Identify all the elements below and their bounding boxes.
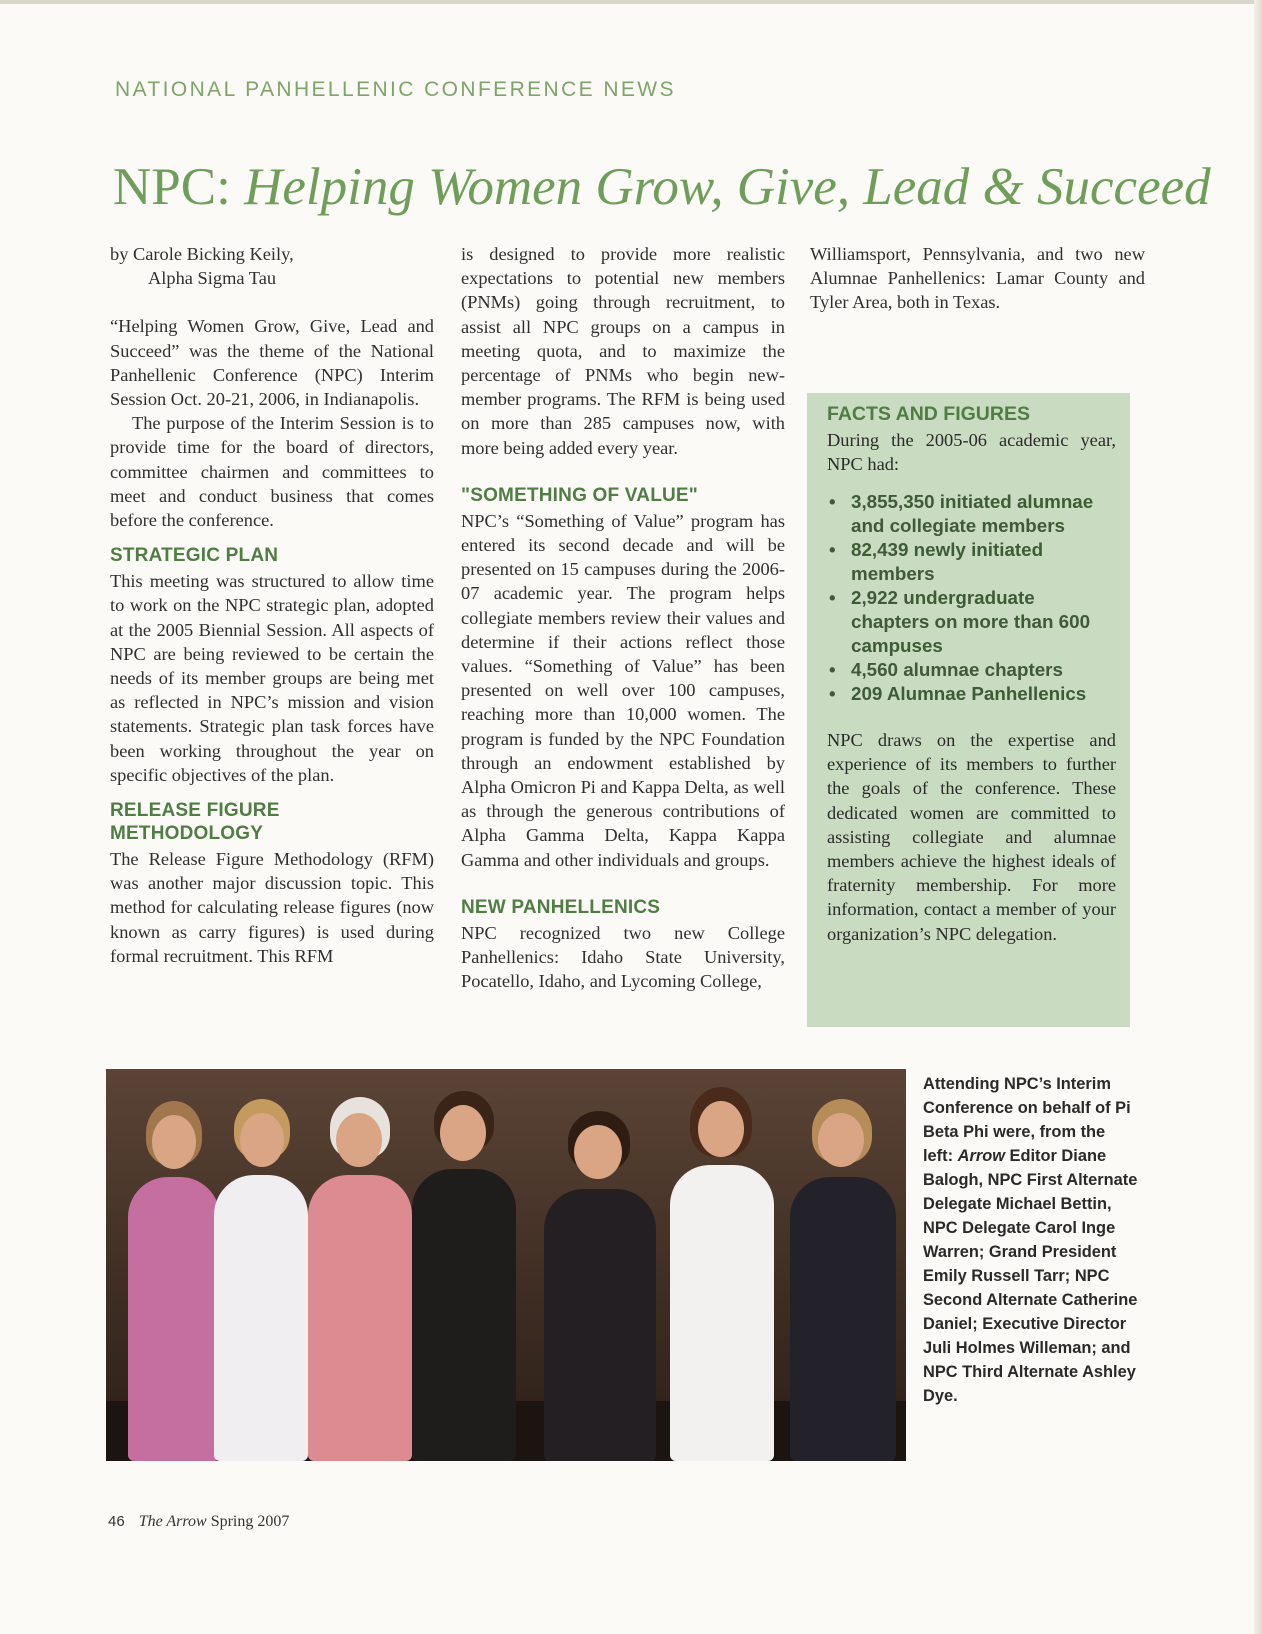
top-rule: [0, 0, 1262, 4]
facts-and-figures-box: [807, 393, 1130, 1027]
heading-something-of-value: "SOMETHING OF VALUE": [461, 484, 699, 506]
person-1: [124, 1099, 224, 1461]
issue-date: Spring 2007: [210, 1513, 290, 1530]
page-footer: [108, 1513, 289, 1531]
group-photo: [106, 1069, 906, 1461]
byline: [110, 242, 434, 290]
person-6: [666, 1087, 776, 1461]
title-main: Helping Women Grow, Give, Lead & Succeed: [244, 158, 1211, 216]
bullet-icon: •: [829, 683, 836, 704]
person-7: [786, 1097, 898, 1461]
heading-strategic-plan: STRATEGIC PLAN: [110, 545, 279, 567]
bullet-icon: •: [829, 491, 836, 512]
facts-list-item: • 3,855,350 initiated alumnae and collegiate members: [829, 491, 1094, 536]
column-3: [810, 242, 1145, 315]
something-of-value-body: NPC’s “Something of Value” program has entered its second decade and will be presented on 15 campuses during the 2006-07 academic year. The program helps collegiate members review their values and determine if their actions reflect those values. “Something of Value” has been presented on well over 100 campuses, reaching more than 10,000 women. The program is funded by the NPC Foundation through an endowment established by Alpha Omicron Pi and Kappa Delta, as well as through the generous contributions of Alpha Gamma Delta, Kappa Kappa Gamma and other individuals and groups.: [461, 510, 785, 870]
page-title: [113, 158, 1211, 216]
photo-caption: [923, 1072, 1138, 1408]
byline-affiliation: Alpha Sigma Tau: [148, 268, 277, 289]
magazine-title: The Arrow: [138, 1513, 207, 1530]
title-prefix: NPC:: [113, 158, 231, 216]
byline-author: by Carole Bicking Keily,: [110, 244, 294, 264]
facts-heading: FACTS AND FIGURES: [827, 403, 1030, 425]
caption-rest: Editor Diane Balogh, NPC First Alternate Delegate Michael Bettin, NPC Delegate Carol Inge Warren; Grand President Emily Russell Tarr; NPC Second Alternate Catherine Daniel; Executive Director Juli Holmes Willeman; and NPC Third Alternate Ashley Dye.: [923, 1147, 1138, 1405]
strategic-plan-body: This meeting was structured to allow time to work on the NPC strategic plan, adopted at the 2005 Biennial Session. All aspects of NPC are being reviewed to be certain the needs of its member groups are being met as reflected in NPC’s mission and vision statements. Strategic plan task forces have been working throughout the year on specific objectives of the plan.: [110, 571, 434, 785]
caption-magazine-name: Arrow: [957, 1147, 1005, 1165]
page-edge: [1254, 0, 1262, 1634]
heading-new-panhellenics: NEW PANHELLENICS: [461, 896, 661, 918]
facts-body: NPC draws on the expertise and experience of its members to further the goals of the conference. These dedicated women are committed to assisting collegiate and alumnae members achieve the highest ideals of fraternity membership. For more information, contact a member of your organization’s NPC delegation.: [827, 730, 1116, 944]
intro-paragraph-2: The purpose of the Interim Session is to provide time for the board of directors, committee chairmen and committees to meet and conduct business that comes before the conference.: [110, 413, 434, 531]
person-3: [304, 1097, 414, 1461]
person-4: [408, 1089, 518, 1461]
facts-list: [827, 490, 1116, 706]
facts-list-item: • 4,560 alumnae chapters: [829, 659, 1063, 680]
heading-rfm: RELEASE FIGURE METHODOLOGY: [110, 800, 280, 845]
rfm-body-continued: is designed to provide more realistic expectations to potential new members (PNMs) going through recruitment, to assist all NPC groups on a campus in meeting quota, and to maximize the percentage of PNMs who begin new-member programs. The RFM is being used on more than 285 campuses now, with more being added every year.: [461, 244, 785, 458]
section-kicker: NATIONAL PANHELLENIC CONFERENCE NEWS: [115, 78, 676, 101]
person-5: [540, 1109, 658, 1461]
column-2: [461, 242, 785, 993]
rfm-body: The Release Figure Methodology (RFM) was another major discussion topic. This method for calculating release figures (now known as carry figures) is used during formal recruitment. This RFM: [110, 849, 434, 966]
caption-lead: Attending NPC’s Interim Conference on behalf of Pi Beta Phi were, from the left:: [923, 1075, 1131, 1165]
person-2: [210, 1099, 310, 1461]
facts-intro: During the 2005-06 academic year, NPC had:: [827, 430, 1116, 474]
intro-paragraph-1: “Helping Women Grow, Give, Lead and Succeed” was the theme of the National Panhellenic Conference (NPC) Interim Session Oct. 20-21, 2006, in Indianapolis.: [110, 316, 434, 410]
column-1: [110, 242, 434, 968]
facts-list-item: • 82,439 newly initiated members: [829, 539, 1044, 584]
bullet-icon: •: [829, 539, 836, 560]
bullet-icon: •: [829, 587, 836, 608]
facts-list-item: • 209 Alumnae Panhellenics: [829, 683, 1087, 704]
new-panhellenics-body: NPC recognized two new College Panhellenics: Idaho State University, Pocatello, Idaho, and Lycoming College,: [461, 922, 785, 992]
page-number: 46: [108, 1513, 125, 1530]
new-panhellenics-body-continued: Williamsport, Pennsylvania, and two new Alumnae Panhellenics: Lamar County and Tyler Area, both in Texas.: [810, 244, 1145, 313]
bullet-icon: •: [829, 659, 836, 680]
facts-list-item: • 2,922 undergraduate chapters on more than 600 campuses: [829, 587, 1091, 656]
